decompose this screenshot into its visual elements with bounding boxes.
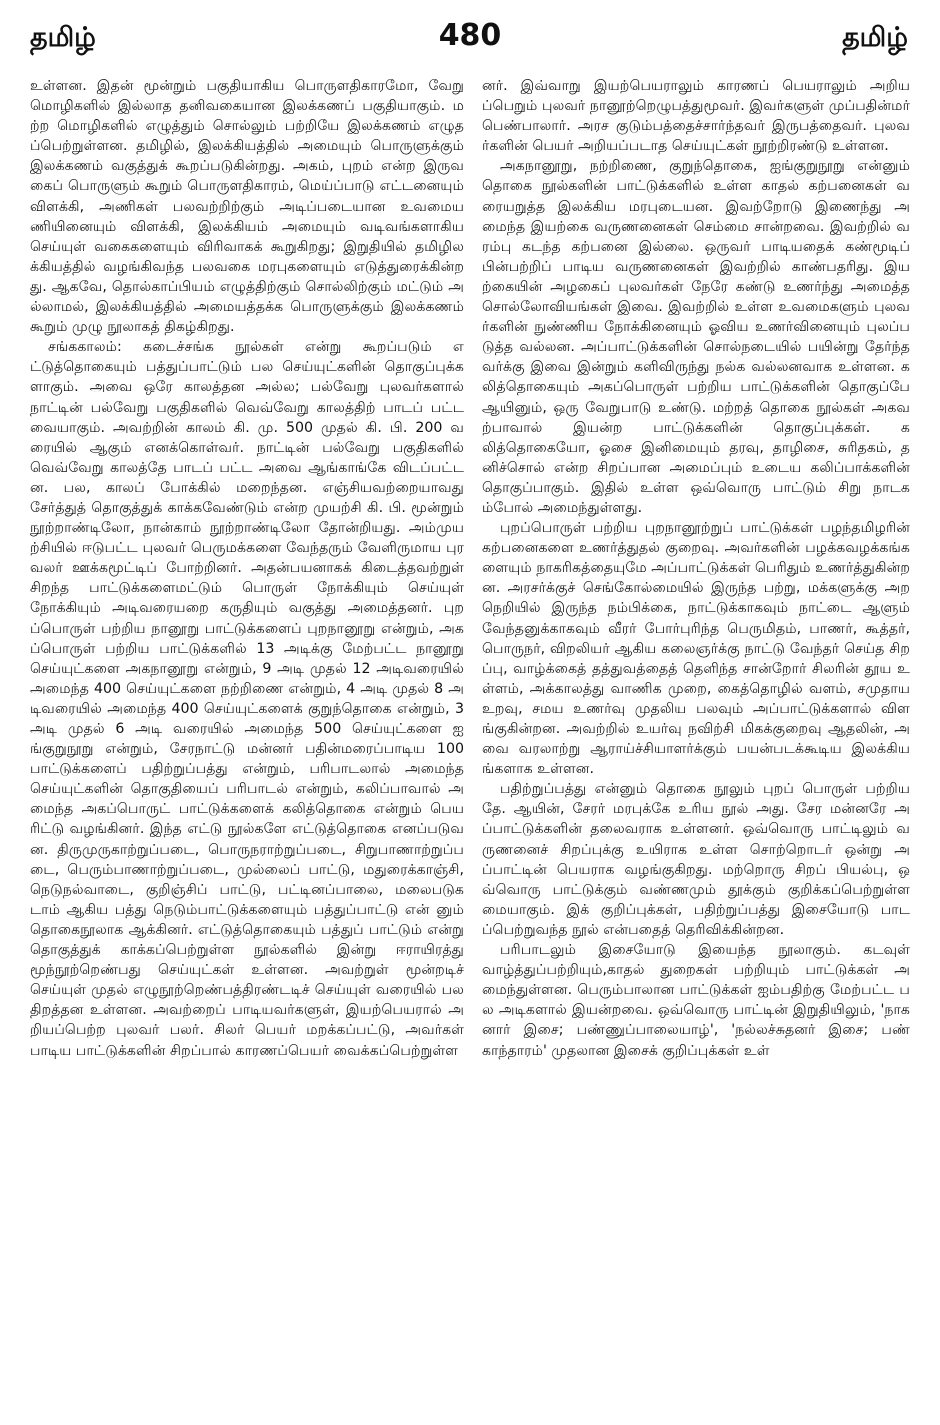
paragraph: பதிற்றுப்பத்து என்னும் தொகை நூலும் புறப் பொருள் பற்றியதே. ஆயின், சேரர் மரபுக்கே உரிய நூல் அது. சேர மன்னரே அப்பாட்டுக்களின் தலைவராக உள்ளனர். ஒவ்வொரு பாட்டிலும் வருணனைச் சிறப்புக்கு உயிராக உள்ள சொற்றொடர் ஒன்று அப்பாட்டின் பெயராக வழங்குகிறது. மற்றொரு சிறப் பியல்பு, ஒவ்வொரு பாட்டுக்கும் வண்ணமும் தூக்கும் குறிக்கப்பெற்றுள்ளமையாகும். இக் குறிப்புக்கள், பதிற்றுப்பத்து இசையோடு பாடப்பெற்றுவந்த நூல் என்பதைத் தெரிவிக்கின்றன.	[482, 781, 910, 938]
paragraph: பரிபாடலும் இசையோடு இயைந்த நூலாகும். கடவுள் வாழ்த்துப்பற்றியும்,காதல் துறைகள் பற்றியும் பாட்டுக்கள் அமைந்துள்ளன. பெரும்பாலான பாட்டுக்கள் ஐம்பதிற்கு மேற்பட்ட பல அடிகளால் இயன்றவை. ஒவ்வொரு பாட்டின் இறுதியிலும், 'நாகனார் இசை; பண்ணுப்பாலையாழ்', 'நல்லச்சுதனர் இசை; பண் காந்தாரம்' முதலான இசைக் குறிப்புக்கள் உள்	[482, 942, 910, 1059]
column-divider	[472, 76, 473, 1376]
page-number: 480	[438, 18, 502, 53]
header-left-word: தமிழ்	[30, 22, 96, 53]
right-column	[482, 76, 910, 1061]
left-column	[30, 76, 464, 1061]
paragraph: சங்ககாலம்: கடைச்சங்க நூல்கள் என்று கூறப்படும் எட்டுத்தொகையும் பத்துப்பாட்டும் பல செய்யுட்களின் தொகுப்புக்களாகும். அவை ஒரே காலத்தன அல்ல; பல்வேறு புலவர்களால் நாட்டின் பல்வேறு பகுதிகளில் வெவ்வேறு காலத்திற் பாடப் பட்டவையாகும். அவற்றின் காலம் கி. மு. 500 முதல் கி. பி. 200 வரையில் ஆகும் எனக்கொள்வர். நாட்டின் பல்வேறு பகுதிகளில் வெவ்வேறு காலத்தே பாடப் பட்ட அவை ஆங்காங்கே விடப்பட்டன. பல, காலப் போக்கில் மறைந்தன. எஞ்சியவற்றையாவது சேர்த்துத் தொகுத்துக் காக்கவேண்டும் என்ற முயற்சி கி. பி. மூன்றும் நூற்றாண்டிலோ, நான்காம் நூற்றாண்டிலோ தோன்றியது. அம்முயற்சியில் ஈடுபட்ட புலவர் பெருமக்களை வேந்தரும் வேளிருமாய புரவலர் ஊக்கமூட்டிப் போற்றினர். அதன்பயனாகக் கிடைத்தவற்றுள் சிறந்த பாட்டுக்களைமட்டும் பொருள் நோக்கியும் செய்யுள் நோக்கியும் அடிவரையறை கருதியும் வகுத்து அமைத்தனர். புறப்பொருள் பற்றிய நானூறு பாட்டுக்களைப் புறநானூறு என்றும், அகப்பொருள் பற்றிய பாட்டுக்களில் 13 அடிக்கு மேற்பட்ட நானூறு செய்யுட்களை அகநானூறு என்றும், 9 அடி முதல் 12 அடிவரையில் அமைந்த 400 செய்யுட்களை நற்றிணை என்றும், 4 அடி முதல் 8 அடிவரையில் அமைந்த 400 செய்யுட்களைக் குறுந்தொகை என்றும், 3 அடி முதல் 6 அடி வரையில் அமைந்த 500 செய்யுட்களை ஐங்குறுநூறு என்றும், சேரநாட்டு மன்னர் பதின்மரைப்பாடிய 100 பாட்டுக்களைப் பதிற்றுப்பத்து என்றும், பரிபாடலால் அமைந்த செய்யுட்களின் தொகுதியைப் பரிபாடல் என்றும், கலிப்பாவால் அமைந்த அகப்பொருட் பாட்டுக்களைக் கலித்தொகை என்றும் பெயரிட்டு வழங்கினர். இந்த எட்டு நூல்களே எட்டுத்தொகை எனப்படுவன. திருமுருகாற்றுப்படை, பொருநராற்றுப்படை, சிறுபாணாற்றுப்படை, பெரும்பாணாற்றுப்படை, முல்லைப் பாட்டு, மதுரைக்காஞ்சி, நெடுநல்வாடை, குறிஞ்சிப் பாட்டு, பட்டினப்பாலை, மலைபடுகடாம் ஆகிய பத்து நெடும்பாட்டுக்களையும் பத்துப்பாட்டு என் னும் தொகைநூலாக ஆக்கினர். எட்டுத்தொகையும் பத்துப் பாட்டும் என்று தொகுத்துக் காக்கப்பெற்றுள்ள நூல்களில் இன்று ஈராயிரத்து மூந்நூற்றெண்பது செய்யுட்கள் உள்ளன. அவற்றுள் மூன்றடிச் செய்யுள் முதல் எழுநூற்றெண்பத்திரண்டடிச் செய்யுள் வரையில் பலதிறத்தன உள்ளன. அவற்றைப் பாடியவர்களுள், இயற்பெயரால் அறியப்பெற்ற புலவர் பலர். சிலர் பெயர் மறக்கப்பட்டு, அவர்கள் பாடிய பாட்டுக்களின் சிறப்பால் காரணப்பெயர் வைக்கப்பெற்றுள்ள	[30, 339, 464, 1059]
header-right-word: தமிழ்	[842, 22, 908, 53]
paragraph: உள்ளன. இதன் மூன்றும் பகுதியாகிய பொருளதிகாரமோ, வேறு மொழிகளில் இல்லாத தனிவகையான இலக்கணப் பகுதியாகும். மற்ற மொழிகளில் எழுத்தும் சொல்லும் பற்றியே இலக்கணம் எழுதப்பெற்றுள்ளன. தமிழில், இலக்கியத்தில் அமையும் பொருளுக்கும் இலக்கணம் வகுத்துக் கூறப்படுகின்றது. அகம், புறம் என்ற இருவகைப் பொருளும் கூறும் பொருளதிகாரம், மெய்ப்பாடு எட்டனையும் விளக்கி, அணிகள் பலவற்றிற்கும் அடிப்படையான உவமையணியினையும் விளக்கி, இலக்கியம் அமையும் வடிவங்களாகிய செய்யுள் வகைகளையும் விரிவாகக் கூறுகிறது; இறுதியில் தமிழிலக்கியத்தில் வழங்கிவந்த பலவகை மரபுகளையும் எடுத்துரைக்கின்றது. ஆகவே, தொல்காப்பியம் எழுத்திற்கும் சொல்லிற்கும் மட்டும் அல்லாமல், இலக்கியத்தில் அமையத்தக்க பொருளுக்கும் இலக்கணம் கூறும் முழு நூலாகத் திகழ்கிறது.	[30, 78, 464, 336]
paragraph: அகநானூறு, நற்றிணை, குறுந்தொகை, ஐங்குறுநூறு என்னும் தொகை நூல்களின் பாட்டுக்களில் உள்ள காதல் கற்பனைகள் வரையறுத்த இலக்கிய மரபுடையன. இவற்றோடு இணைந்து அமைந்த இயற்கை வருணனைகள் செம்மை சான்றவை. இவற்றில் வரம்பு கடந்த கற்பனை இல்லை. ஒருவர் பாடியதைக் கண்மூடிப் பின்பற்றிப் பாடிய வருணனைகள் இவற்றில் காண்பதரிது. இயற்கையின் அழகைப் புலவர்கள் நேரே கண்டு உணர்ந்து அமைத்த சொல்லோவியங்கள் இவை. இவற்றில் உள்ள உவமைகளும் புலவர்களின் நுண்ணிய நோக்கினையும் ஓவிய உணர்வினையும் புலப்படுத்த வல்லன. அப்பாட்டுக்களின் சொல்நடையில் பயின்று தேர்ந்தவர்க்கு இவை இன்றும் களிவிருந்து நல்க வல்லனவாக உள்ளன. கலித்தொகையும் அகப்பொருள் பற்றிய பாட்டுக்களின் தொகுப்பே ஆயினும், ஒரு வேறுபாடு உண்டு. மற்றத் தொகை நூல்கள் அகவற்பாவால் இயன்ற பாட்டுக்களின் தொகுப்புக்கள். கலித்தொகையோ, ஓசை இனிமையும் தரவு, தாழிசை, சுரிதகம், தனிச்சொல் என்ற சிறப்பான அமைப்பும் உடைய கலிப்பாக்களின் தொகுப்பாகும். இதில் உள்ள ஒவ்வொரு பாட்டும் சிறு நாடகம்போல் அமைந்துள்ளது.	[482, 158, 910, 516]
paragraph: புறப்பொருள் பற்றிய புறநானூற்றுப் பாட்டுக்கள் பழந்தமிழரின் கற்பனைகளை உணர்த்துதல் குறைவு. அவர்களின் பழக்கவழக்கங்களையும் நாகரிகத்தையுமே அப்பாட்டுக்கள் பெரிதும் உணர்த்துகின்றன. அரசர்க்குச் செங்கோல்மையில் இருந்த பற்று, மக்களுக்கு அறநெறியில் இருந்த நம்பிக்கை, நாட்டுக்காகவும் நாட்டை ஆளும் வேந்தனுக்காகவும் வீரர் போர்புரிந்த பெருமிதம், பாணர், கூத்தர், பொருநர், விறலியர் ஆகிய கலைஞர்க்கு நாட்டு வேந்தர் செய்த சிறப்பு, வாழ்க்கைத் தத்துவத்தைத் தெளிந்த சான்றோர் சிலரின் தூய உள்ளம், அக்காலத்து வாணிக முறை, கைத்தொழில் வளம், சமுதாய உறவு, சமய உணர்வு முதலிய பலவும் அப்பாட்டுக்களால் விளங்குகின்றன. அவற்றில் உயர்வு நவிற்சி மிகக்குறைவு ஆதலின், அவை வரலாற்று ஆராய்ச்சியாளர்க்கும் பயன்படக்கூடிய இலக்கியங்களாக உள்ளன.	[482, 520, 910, 778]
paragraph: னர். இவ்வாறு இயற்பெயராலும் காரணப் பெயராலும் அறியப்பெறும் புலவர் நானூற்றெழுபத்துமூவர். இவர்களுள் முப்பதின்மர் பெண்பாலார். அரச குடும்பத்தைச்சார்ந்தவர் இருபத்தைவர். புலவர்களின் பெயர் அறியப்படாத செய்யுட்கள் நூற்றிரண்டு உள்ளன.	[482, 78, 910, 155]
